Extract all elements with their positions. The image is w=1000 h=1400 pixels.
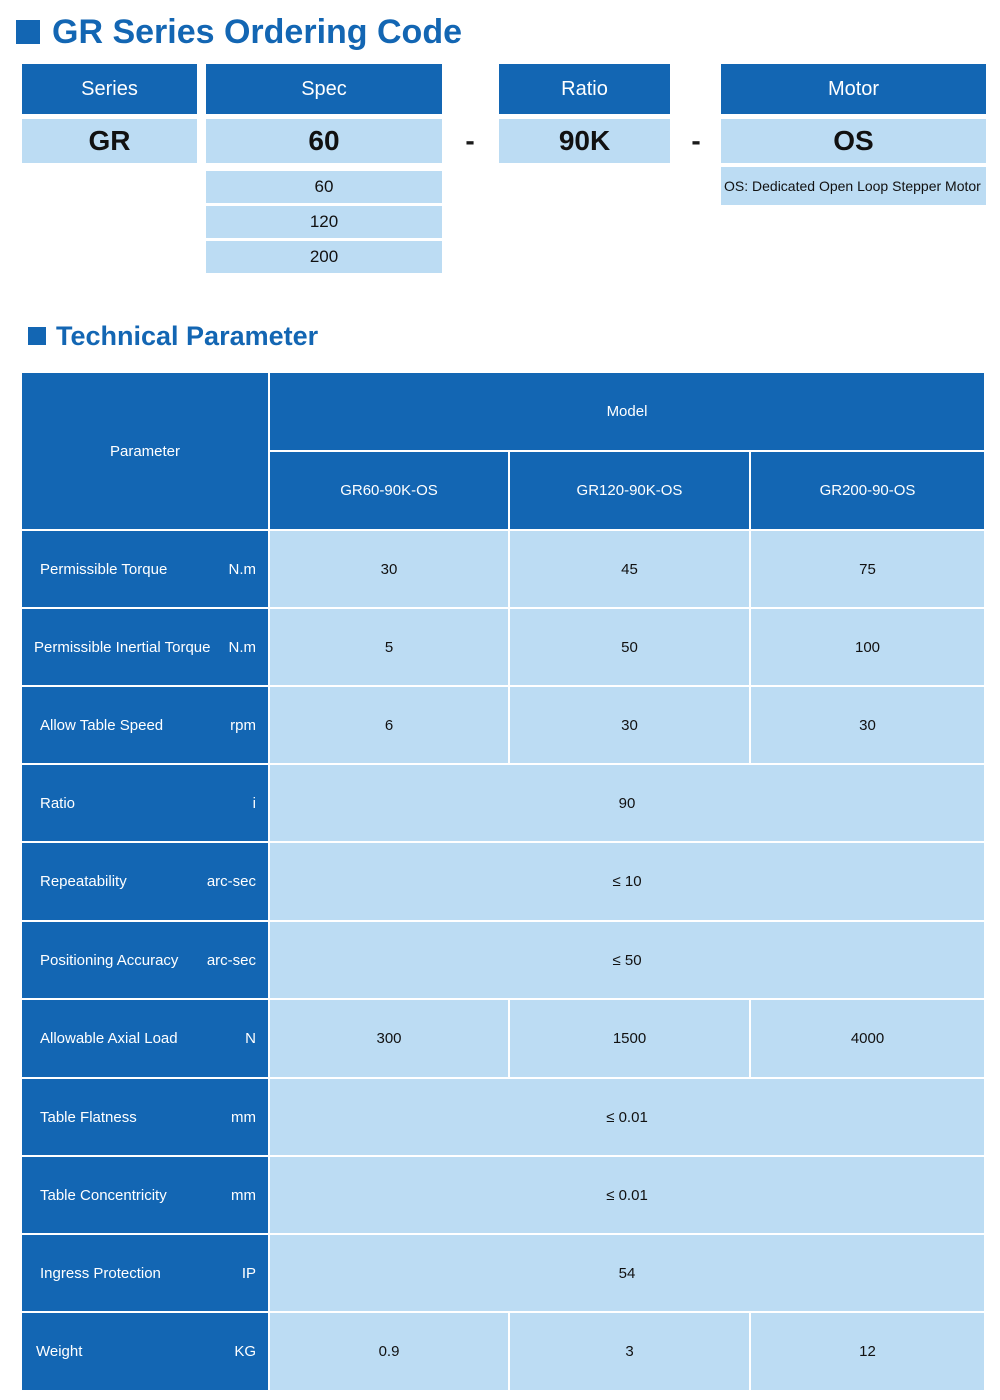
motor-value: OS [721,119,986,163]
separator-dash: - [465,125,475,156]
table-cell-merged: ≤ 0.01 [270,1157,984,1233]
param-name: Table Concentricity [40,1186,167,1204]
table-cell-merged: 54 [270,1235,984,1311]
param-name: Permissible Torque [40,560,168,578]
separator-dash: - [691,125,701,156]
model-name: GR120-90K-OS [510,452,749,529]
ordering-code-title-text: GR Series Ordering Code [52,12,462,51]
spec-option: 120 [206,206,442,238]
param-name: Ingress Protection [40,1264,161,1282]
motor-header: Motor [721,64,986,114]
title-square-icon [28,327,46,345]
param-name: Repeatability [40,873,127,890]
table-cell-merged: 90 [270,765,984,841]
table-cell: 30 [751,687,984,763]
param-unit: i [252,794,256,812]
table-row-param [22,687,268,763]
table-cell: 30 [270,531,508,607]
table-row-param [22,1157,268,1233]
param-unit: mm [231,1108,256,1126]
model-name: GR60-90K-OS [270,452,508,529]
table-cell: 300 [270,1000,508,1077]
param-unit: IP [241,1264,256,1282]
param-unit: arc-sec [206,951,256,969]
table-cell: 100 [751,609,984,685]
param-name: Table Flatness [40,1108,137,1126]
param-unit: KG [234,1343,256,1360]
spec-value: 60 [206,119,442,163]
table-cell: 75 [751,531,984,607]
param-name: Positioning Accuracy [40,951,179,969]
series-header: Series [22,64,197,114]
param-name: Allow Table Speed [40,716,164,734]
ordering-code-title [16,10,462,54]
param-unit: mm [231,1186,256,1204]
param-unit: N.m [228,560,256,578]
table-row-param [22,609,268,685]
param-name: Ratio [40,794,76,812]
model-name: GR200-90-OS [751,452,984,529]
table-row-param [22,843,268,920]
spec-option: 60 [206,171,442,203]
series-value: GR [22,119,197,163]
table-row-param [22,1000,268,1077]
table-cell-merged: ≤ 50 [270,922,984,998]
model-header: Model [270,373,984,450]
technical-table [22,373,984,1390]
spec-option: 200 [206,241,442,273]
param-unit: N.m [228,638,256,656]
table-row-param [22,922,268,998]
table-cell: 30 [510,687,749,763]
table-row-param [22,1313,268,1390]
parameter-header: Parameter [22,373,268,529]
ratio-header: Ratio [499,64,670,114]
param-unit: N [245,1030,256,1047]
technical-parameter-title [28,318,318,354]
table-row-param [22,531,268,607]
table-cell: 3 [510,1313,749,1390]
spec-header: Spec [206,64,442,114]
table-cell: 4000 [751,1000,984,1077]
table-cell: 45 [510,531,749,607]
param-name: Allowable Axial Load [40,1030,178,1047]
table-cell: 50 [510,609,749,685]
param-name: Permissible Inertial Torque [34,638,211,656]
param-unit: arc-sec [206,873,256,890]
table-row-param [22,765,268,841]
title-square-icon [16,20,40,44]
ratio-value: 90K [499,119,670,163]
table-cell-merged: ≤ 10 [270,843,984,920]
table-row-param [22,1235,268,1311]
table-cell-merged: ≤ 0.01 [270,1079,984,1155]
table-cell: 12 [751,1313,984,1390]
table-row-param [22,1079,268,1155]
table-cell: 5 [270,609,508,685]
table-cell: 1500 [510,1000,749,1077]
technical-parameter-title-text: Technical Parameter [56,320,319,351]
table-cell: 6 [270,687,508,763]
motor-note: OS: Dedicated Open Loop Stepper Motor [721,167,986,205]
param-name: Weight [36,1343,83,1360]
table-cell: 0.9 [270,1313,508,1390]
param-unit: rpm [230,716,256,734]
